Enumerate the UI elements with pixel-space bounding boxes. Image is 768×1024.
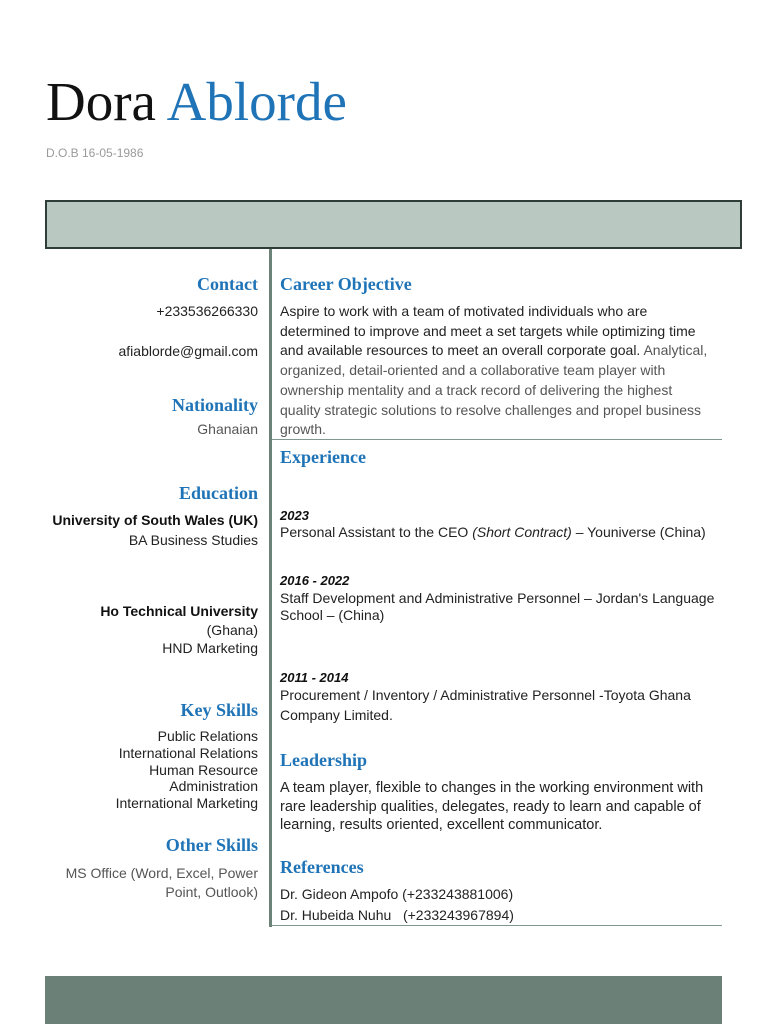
experience-years: 2011 - 2014	[280, 670, 349, 685]
header-banner	[45, 200, 742, 249]
reference-item: Dr. Hubeida Nuhu (+233243967894)	[280, 907, 514, 923]
references-heading: References	[280, 857, 364, 877]
education-location: (Ghana)	[206, 622, 258, 638]
section-rule	[272, 925, 722, 926]
experience-heading: Experience	[280, 447, 366, 467]
other-skills-line: Point, Outlook)	[165, 884, 258, 900]
nationality-value: Ghanaian	[197, 421, 258, 437]
education-degree: BA Business Studies	[128, 532, 258, 548]
experience-role-company: – Youniverse (China)	[571, 524, 706, 540]
education-school: University of South Wales (UK)	[52, 512, 258, 528]
experience-role-title: Personal Assistant to the CEO	[280, 524, 473, 540]
nationality-heading: Nationality	[171, 395, 258, 415]
date-of-birth: D.O.B 16-05-1986	[46, 146, 144, 160]
section-rule	[272, 439, 722, 440]
skill-item: Human Resource	[149, 762, 258, 778]
key-skills-heading: Key Skills	[180, 700, 258, 720]
contact-heading: Contact	[197, 274, 258, 294]
leadership-heading: Leadership	[280, 750, 368, 770]
skill-item: International Relations	[118, 745, 258, 761]
contact-email: afiablorde@gmail.com	[118, 343, 258, 359]
education-school: Ho Technical University	[100, 603, 258, 619]
experience-years: 2023	[280, 508, 309, 523]
footer-banner	[45, 976, 722, 1024]
experience-role: Procurement / Inventory / Administrative Personnel -Toyota Ghana Company Limited.	[280, 687, 691, 723]
reference-item: Dr. Gideon Ampofo (+233243881006)	[280, 886, 514, 902]
career-objective-main: Aspire to work with a team of motivated individuals who are determined to improve and meet a set targets while optimizing time and available resources to meet an overall corporate goal.	[280, 303, 696, 359]
experience-role	[280, 524, 720, 541]
experience-role-note: (Short Contract)	[472, 524, 572, 540]
column-divider	[269, 249, 272, 927]
skill-item: Administration	[169, 778, 258, 794]
experience-years: 2016 - 2022	[280, 573, 350, 588]
skill-item: International Marketing	[115, 795, 258, 811]
education-heading: Education	[178, 483, 258, 503]
career-objective-heading: Career Objective	[280, 274, 412, 294]
leadership-text: A team player, flexible to changes in the working environment with rare leadership qualities, delegates, ready to learn and capable of learning, results oriented, excellent communicator.	[280, 780, 704, 834]
first-name: Dora	[46, 71, 156, 132]
last-name: Ablorde	[166, 71, 347, 132]
career-objective-extra: Analytical, organized, detail-oriented and a collaborative team player with ownership mentality and a track record of delivering the highest quality strategic solutions to resolve challenges and propel business growth.	[280, 342, 708, 438]
experience-role: Staff Development and Administrative Personnel – Jordan's Language School – (China)	[280, 590, 715, 623]
career-objective-text	[280, 302, 710, 440]
candidate-name	[46, 71, 347, 132]
other-skills-heading: Other Skills	[165, 835, 258, 855]
other-skills-line: MS Office (Word, Excel, Power	[65, 865, 258, 881]
skill-item: Public Relations	[157, 728, 258, 744]
contact-phone: +233536266330	[156, 303, 258, 319]
education-degree: HND Marketing	[162, 640, 258, 656]
